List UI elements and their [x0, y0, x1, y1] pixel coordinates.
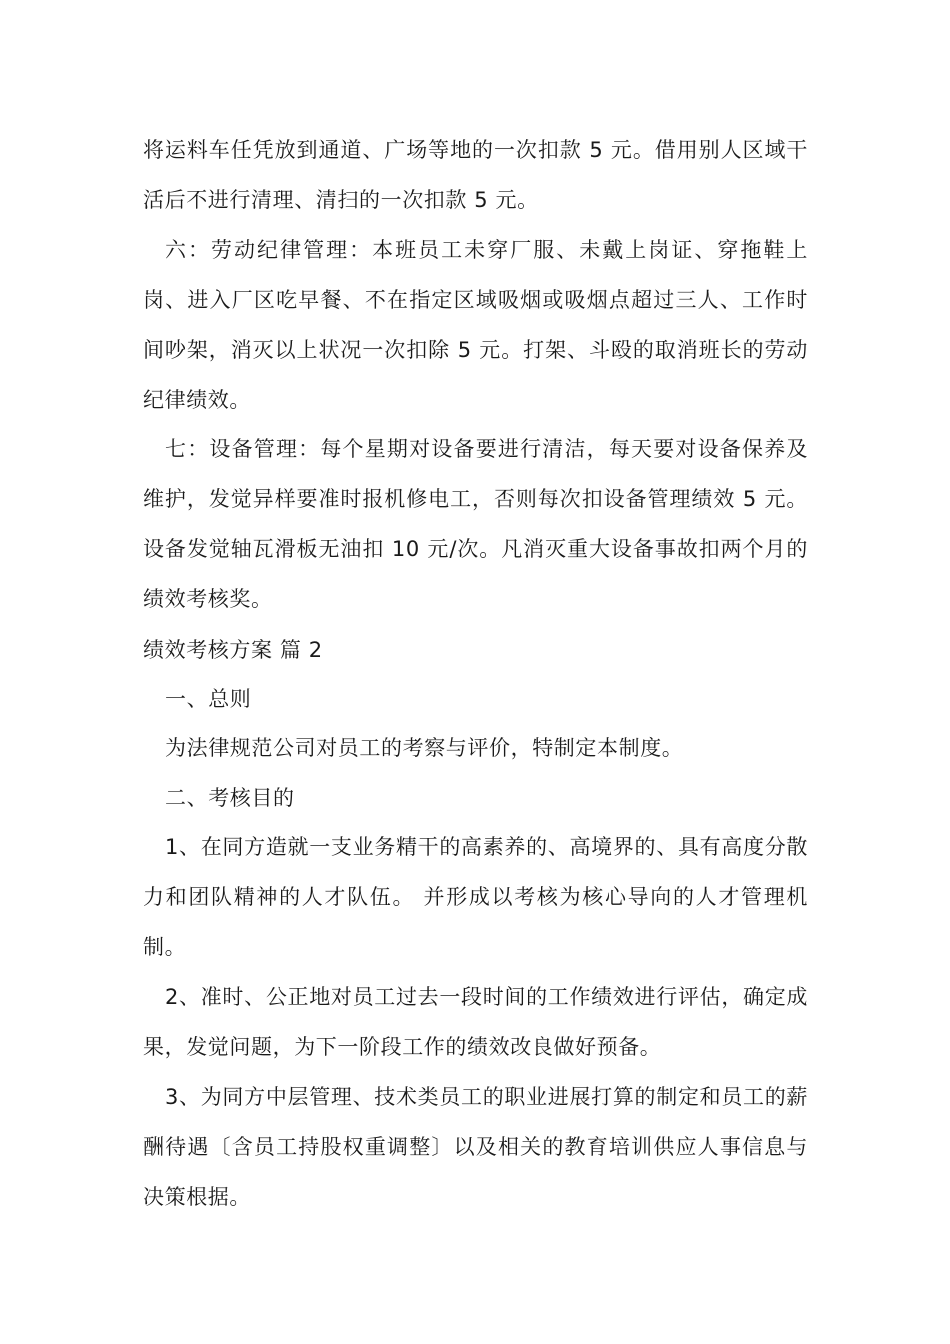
paragraph-text: 六：劳动纪律管理：本班员工未穿厂服、未戴上岗证、穿拖鞋上岗、进入厂区吃早餐、不在指定区域吸烟或吸烟点超过三人、工作时间吵架，消灭以上状况一次扣除 5 元。打架、斗殴的取消班长的劳动纪律绩效。	[143, 238, 808, 412]
heading-text: 绩效考核方案 篇 2	[143, 638, 323, 662]
paragraph-labor-discipline	[143, 225, 808, 425]
paragraph-equipment-management	[143, 424, 808, 624]
heading-assessment-objectives	[143, 773, 808, 823]
heading-text: 二、考核目的	[165, 786, 295, 810]
section-heading-plan-2	[143, 625, 808, 675]
list-item-objective-2	[143, 972, 808, 1072]
paragraph-text: 2、准时、公正地对员工过去一段时间的工作绩效进行评估，确定成果，发觉问题，为下一阶段工作的绩效改良做好预备。	[143, 985, 808, 1059]
list-item-objective-3	[143, 1072, 808, 1222]
list-item-objective-1	[143, 822, 808, 972]
paragraph-text: 3、为同方中层管理、技术类员工的职业进展打算的制定和员工的薪酬待遇〔含员工持股权重调整〕以及相关的教育培训供应人事信息与决策根据。	[143, 1085, 808, 1209]
paragraph-transport-cart-penalty	[143, 125, 808, 225]
heading-text: 一、总则	[165, 687, 252, 711]
paragraph-purpose-statement	[143, 723, 808, 773]
paragraph-text: 1、在同方造就一支业务精干的高素养的、高境界的、具有高度分散力和团队精神的人才队伍。 并形成以考核为核心导向的人才管理机制。	[143, 835, 808, 959]
paragraph-text: 为法律规范公司对员工的考察与评价，特制定本制度。	[165, 736, 684, 760]
heading-general-provisions	[143, 674, 808, 724]
paragraph-text: 七：设备管理：每个星期对设备要进行清洁，每天要对设备保养及维护，发觉异样要准时报机修电工，否则每次扣设备管理绩效 5 元。设备发觉轴瓦滑板无油扣 10 元/次。凡消灭重大设备事故扣两个月的绩效考核奖。	[143, 437, 808, 611]
paragraph-text: 将运料车任凭放到通道、广场等地的一次扣款 5 元。借用别人区域干活后不进行清理、清扫的一次扣款 5 元。	[143, 138, 808, 212]
